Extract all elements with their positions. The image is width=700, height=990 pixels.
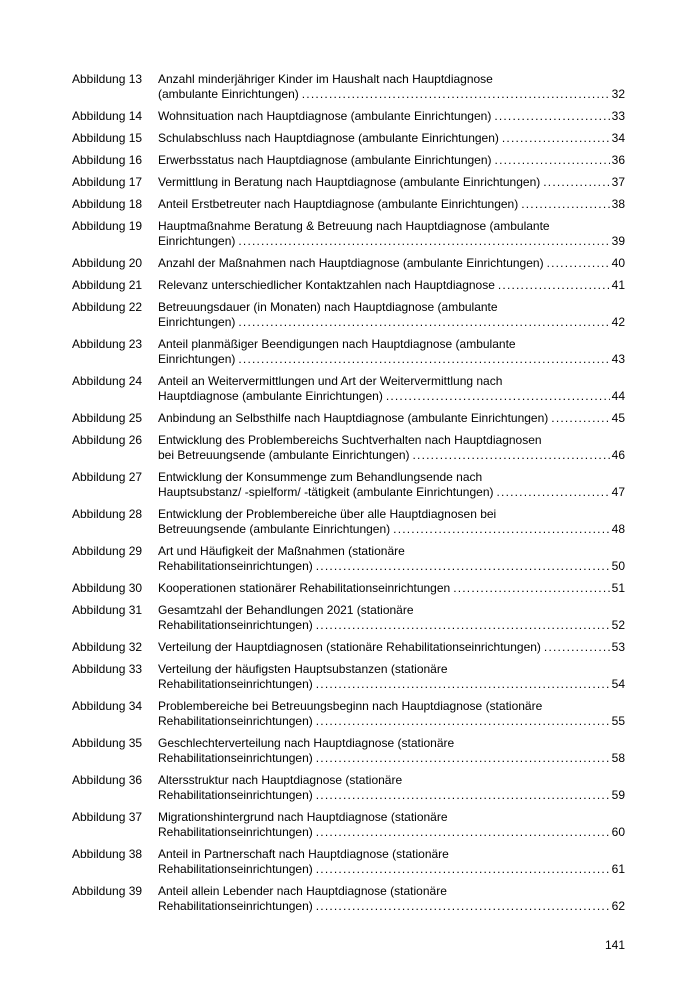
figure-label: Abbildung 22 — [72, 300, 143, 314]
dot-leader — [316, 899, 610, 914]
entry-last-line — [158, 677, 625, 692]
figure-label: Abbildung 18 — [72, 197, 143, 211]
entry-last-line — [158, 559, 625, 574]
entry-text: Anzahl der Maßnahmen nach Hauptdiagnose (ambulante Einrichtungen) — [158, 256, 544, 270]
entry-body — [158, 847, 625, 877]
entry-body — [158, 736, 625, 766]
entry-last-line — [158, 640, 625, 655]
figure-label: Abbildung 39 — [72, 884, 143, 898]
toc-entry[interactable] — [72, 219, 625, 249]
entry-body — [158, 640, 625, 655]
entry-text-line: Altersstruktur nach Hauptdiagnose (stationäre — [158, 773, 403, 787]
toc-entry[interactable] — [72, 773, 625, 803]
entry-text: Hauptdiagnose (ambulante Einrichtungen) — [158, 389, 383, 403]
dot-leader — [316, 862, 610, 877]
dot-leader — [316, 825, 610, 840]
dot-leader — [316, 714, 610, 729]
entry-text: (ambulante Einrichtungen) — [158, 87, 299, 101]
entry-page-number: 46 — [611, 448, 625, 462]
entry-text: Hauptsubstanz/ -spielform/ -tätigkeit (ambulante Einrichtungen) — [158, 485, 494, 499]
entry-page-number: 43 — [611, 352, 625, 366]
dot-leader — [497, 485, 610, 500]
toc-entry[interactable] — [72, 699, 625, 729]
entry-page-number: 41 — [611, 278, 625, 292]
entry-page-number: 60 — [611, 825, 625, 839]
entry-page-number: 59 — [611, 788, 625, 802]
figure-label: Abbildung 28 — [72, 507, 143, 521]
entry-page-number: 44 — [611, 389, 625, 403]
dot-leader — [551, 411, 609, 426]
figure-label: Abbildung 20 — [72, 256, 143, 270]
entry-text-line: Anzahl minderjähriger Kinder im Haushalt nach Hauptdiagnose — [158, 72, 493, 86]
entry-last-line — [158, 522, 625, 537]
toc-entry[interactable] — [72, 662, 625, 692]
toc-entry[interactable] — [72, 300, 625, 330]
entry-text: Rehabilitationseinrichtungen) — [158, 825, 313, 839]
entry-body — [158, 219, 625, 249]
dot-leader — [316, 751, 610, 766]
figure-label: Abbildung 24 — [72, 374, 143, 388]
entry-page-number: 62 — [611, 899, 625, 913]
entry-body — [158, 699, 625, 729]
figure-label: Abbildung 13 — [72, 72, 143, 86]
entry-text: Vermittlung in Beratung nach Hauptdiagnose (ambulante Einrichtungen) — [158, 175, 541, 189]
entry-body — [158, 256, 625, 271]
dot-leader — [238, 352, 609, 367]
entry-text-line: Betreuungsdauer (in Monaten) nach Hauptdiagnose (ambulante — [158, 300, 498, 314]
entry-page-number: 50 — [611, 559, 625, 573]
entry-text: Erwerbsstatus nach Hauptdiagnose (ambulante Einrichtungen) — [158, 153, 492, 167]
toc-entry[interactable] — [72, 640, 625, 655]
entry-last-line — [158, 109, 625, 124]
entry-text: Rehabilitationseinrichtungen) — [158, 559, 313, 573]
dot-leader — [453, 581, 609, 596]
entry-page-number: 54 — [611, 677, 625, 691]
figure-label: Abbildung 19 — [72, 219, 143, 233]
entry-page-number: 61 — [611, 862, 625, 876]
entry-body — [158, 109, 625, 124]
entry-text-line: Hauptmaßnahme Beratung & Betreuung nach Hauptdiagnose (ambulante — [158, 219, 550, 233]
dot-leader — [316, 788, 610, 803]
entry-text: Schulabschluss nach Hauptdiagnose (ambulante Einrichtungen) — [158, 131, 499, 145]
entry-body — [158, 603, 625, 633]
entry-body — [158, 544, 625, 574]
entry-text-line: Geschlechterverteilung nach Hauptdiagnose (stationäre — [158, 736, 455, 750]
dot-leader — [316, 559, 610, 574]
entry-body — [158, 507, 625, 537]
entry-last-line — [158, 278, 625, 293]
toc-entry[interactable] — [72, 153, 625, 168]
entry-page-number: 51 — [611, 581, 625, 595]
toc-entry[interactable] — [72, 131, 625, 146]
entry-text-line: Anteil an Weitervermittlungen und Art der Weitervermittlung nach — [158, 374, 503, 388]
dot-leader — [238, 234, 609, 249]
toc-entry[interactable] — [72, 810, 625, 840]
dot-leader — [502, 131, 610, 146]
dot-leader — [521, 197, 609, 212]
entry-last-line — [158, 175, 625, 190]
entry-page-number: 58 — [611, 751, 625, 765]
toc-entry[interactable] — [72, 374, 625, 404]
entry-body — [158, 470, 625, 500]
entry-body — [158, 411, 625, 426]
entry-body — [158, 175, 625, 190]
entry-page-number: 34 — [611, 131, 625, 145]
entry-last-line — [158, 581, 625, 596]
figure-label: Abbildung 33 — [72, 662, 143, 676]
entry-text: Rehabilitationseinrichtungen) — [158, 677, 313, 691]
toc-entry[interactable] — [72, 175, 625, 190]
toc-entry[interactable] — [72, 433, 625, 463]
entry-last-line — [158, 315, 625, 330]
figure-label: Abbildung 26 — [72, 433, 143, 447]
entry-text: Einrichtungen) — [158, 315, 236, 329]
page-footer — [72, 938, 625, 953]
toc-entry[interactable] — [72, 581, 625, 596]
figure-label: Abbildung 17 — [72, 175, 143, 189]
entry-last-line — [158, 485, 625, 500]
dot-leader — [543, 175, 609, 190]
entry-text: Rehabilitationseinrichtungen) — [158, 788, 313, 802]
figure-label: Abbildung 31 — [72, 603, 143, 617]
dot-leader — [316, 618, 610, 633]
toc-entry[interactable] — [72, 72, 625, 102]
entry-page-number: 36 — [611, 153, 625, 167]
figure-label: Abbildung 32 — [72, 640, 143, 654]
entry-last-line — [158, 389, 625, 404]
dot-leader — [494, 109, 609, 124]
entry-text-line: Entwicklung des Problembereichs Suchtverhalten nach Hauptdiagnosen — [158, 433, 542, 447]
entry-text: Rehabilitationseinrichtungen) — [158, 899, 313, 913]
entry-page-number: 55 — [611, 714, 625, 728]
entry-page-number: 45 — [611, 411, 625, 425]
entry-body — [158, 278, 625, 293]
entry-text-line: Migrationshintergrund nach Hauptdiagnose (stationäre — [158, 810, 448, 824]
entry-last-line — [158, 825, 625, 840]
entry-text-line: Anteil in Partnerschaft nach Hauptdiagnose (stationäre — [158, 847, 449, 861]
entry-page-number: 40 — [611, 256, 625, 270]
entry-text: Wohnsituation nach Hauptdiagnose (ambulante Einrichtungen) — [158, 109, 492, 123]
figure-label: Abbildung 25 — [72, 411, 143, 425]
toc-entry[interactable] — [72, 847, 625, 877]
entry-text-line: Verteilung der häufigsten Hauptsubstanzen (stationäre — [158, 662, 448, 676]
dot-leader — [393, 522, 609, 537]
entry-last-line — [158, 899, 625, 914]
entry-last-line — [158, 87, 625, 102]
entry-body — [158, 581, 625, 596]
page-number: 141 — [604, 938, 625, 952]
entry-page-number: 48 — [611, 522, 625, 536]
toc-entry[interactable] — [72, 470, 625, 500]
entry-last-line — [158, 234, 625, 249]
entry-text: Anbindung an Selbsthilfe nach Hauptdiagnose (ambulante Einrichtungen) — [158, 411, 549, 425]
entry-page-number: 39 — [611, 234, 625, 248]
figure-label: Abbildung 23 — [72, 337, 143, 351]
toc-entry[interactable] — [72, 884, 625, 914]
entry-last-line — [158, 256, 625, 271]
entry-last-line — [158, 448, 625, 463]
entry-last-line — [158, 788, 625, 803]
entry-text: Verteilung der Hauptdiagnosen (stationäre Rehabilitationseinrichtungen) — [158, 640, 541, 654]
entry-last-line — [158, 751, 625, 766]
entry-body — [158, 197, 625, 212]
dot-leader — [498, 278, 610, 293]
dot-leader — [386, 389, 610, 404]
entry-text: Rehabilitationseinrichtungen) — [158, 714, 313, 728]
entry-body — [158, 72, 625, 102]
entry-last-line — [158, 197, 625, 212]
entry-text-line: Anteil allein Lebender nach Hauptdiagnose (stationäre — [158, 884, 447, 898]
entry-text: Rehabilitationseinrichtungen) — [158, 618, 313, 632]
toc-entry[interactable] — [72, 337, 625, 367]
entry-body — [158, 662, 625, 692]
entry-text-line: Gesamtzahl der Behandlungen 2021 (stationäre — [158, 603, 414, 617]
entry-last-line — [158, 131, 625, 146]
entry-body — [158, 337, 625, 367]
dot-leader — [495, 153, 610, 168]
figure-label: Abbildung 34 — [72, 699, 143, 713]
entry-text-line: Anteil planmäßiger Beendigungen nach Hauptdiagnose (ambulante — [158, 337, 516, 351]
toc-entry[interactable] — [72, 736, 625, 766]
dot-leader — [302, 87, 610, 102]
figure-label: Abbildung 15 — [72, 131, 143, 145]
list-of-figures — [72, 72, 625, 914]
entry-body — [158, 810, 625, 840]
entry-page-number: 33 — [611, 109, 625, 123]
entry-page-number: 32 — [611, 87, 625, 101]
toc-entry[interactable] — [72, 411, 625, 426]
entry-text: Einrichtungen) — [158, 234, 236, 248]
entry-text-line: Problembereiche bei Betreuungsbeginn nach Hauptdiagnose (stationäre — [158, 699, 543, 713]
toc-entry[interactable] — [72, 278, 625, 293]
dot-leader — [544, 640, 610, 655]
figure-label: Abbildung 35 — [72, 736, 143, 750]
dot-leader — [238, 315, 609, 330]
figure-label: Abbildung 21 — [72, 278, 143, 292]
entry-last-line — [158, 714, 625, 729]
entry-last-line — [158, 352, 625, 367]
toc-entry[interactable] — [72, 109, 625, 124]
entry-last-line — [158, 862, 625, 877]
entry-body — [158, 884, 625, 914]
figure-label: Abbildung 38 — [72, 847, 143, 861]
figure-label: Abbildung 16 — [72, 153, 143, 167]
entry-text: Anteil Erstbetreuter nach Hauptdiagnose (ambulante Einrichtungen) — [158, 197, 519, 211]
entry-body — [158, 153, 625, 168]
entry-text: Rehabilitationseinrichtungen) — [158, 751, 313, 765]
entry-page-number: 37 — [611, 175, 625, 189]
toc-entry[interactable] — [72, 197, 625, 212]
toc-entry[interactable] — [72, 544, 625, 574]
entry-last-line — [158, 618, 625, 633]
figure-label: Abbildung 30 — [72, 581, 143, 595]
figure-label: Abbildung 36 — [72, 773, 143, 787]
figure-label: Abbildung 37 — [72, 810, 143, 824]
entry-page-number: 38 — [611, 197, 625, 211]
entry-text: Einrichtungen) — [158, 352, 236, 366]
entry-body — [158, 300, 625, 330]
entry-page-number: 47 — [611, 485, 625, 499]
entry-text-line: Art und Häufigkeit der Maßnahmen (stationäre — [158, 544, 405, 558]
toc-entry[interactable] — [72, 256, 625, 271]
entry-text: Betreuungsende (ambulante Einrichtungen) — [158, 522, 391, 536]
entry-body — [158, 131, 625, 146]
entry-page-number: 42 — [611, 315, 625, 329]
entry-text: Rehabilitationseinrichtungen) — [158, 862, 313, 876]
figure-label: Abbildung 14 — [72, 109, 143, 123]
entry-text: Kooperationen stationärer Rehabilitationseinrichtungen — [158, 581, 451, 595]
figure-label: Abbildung 29 — [72, 544, 143, 558]
entry-text: Relevanz unterschiedlicher Kontaktzahlen nach Hauptdiagnose — [158, 278, 495, 292]
entry-body — [158, 433, 625, 463]
entry-page-number: 53 — [611, 640, 625, 654]
dot-leader — [413, 448, 610, 463]
entry-body — [158, 374, 625, 404]
entry-page-number: 52 — [611, 618, 625, 632]
entry-text-line: Entwicklung der Konsummenge zum Behandlungsende nach — [158, 470, 483, 484]
toc-entry[interactable] — [72, 507, 625, 537]
entry-text: bei Betreuungsende (ambulante Einrichtungen) — [158, 448, 410, 462]
entry-last-line — [158, 411, 625, 426]
toc-entry[interactable] — [72, 603, 625, 633]
entry-body — [158, 773, 625, 803]
entry-last-line — [158, 153, 625, 168]
dot-leader — [316, 677, 610, 692]
dot-leader — [547, 256, 610, 271]
figure-label: Abbildung 27 — [72, 470, 143, 484]
entry-text-line: Entwicklung der Problembereiche über alle Hauptdiagnosen bei — [158, 507, 497, 521]
